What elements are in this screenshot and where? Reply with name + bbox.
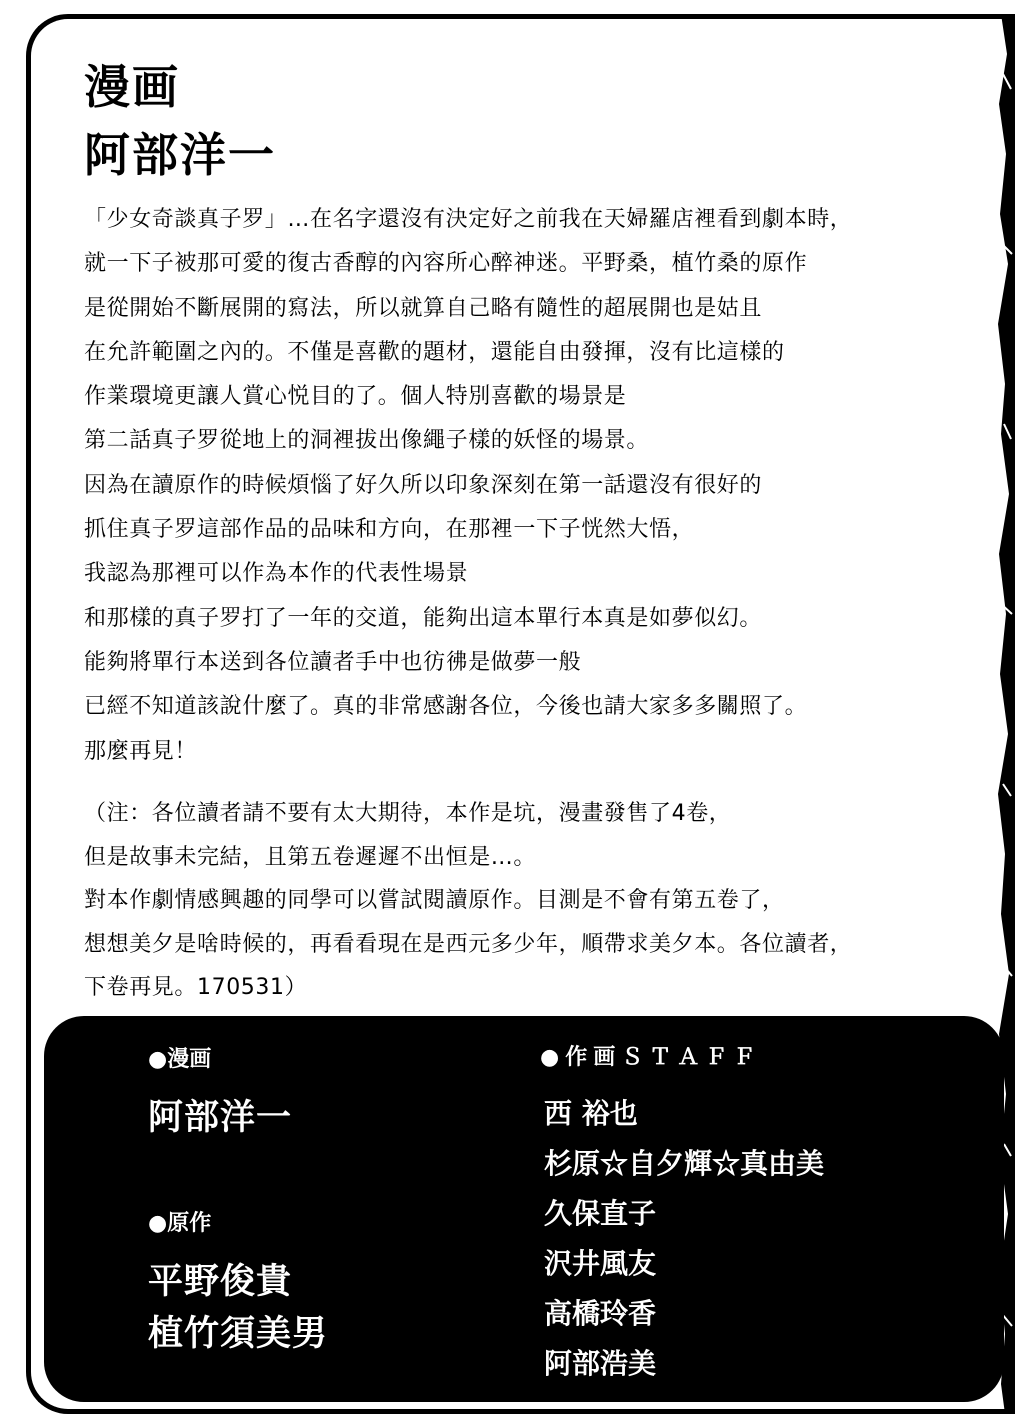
original-credit-label: ●原作: [148, 1210, 212, 1236]
note-line: 對本作劇情感興趣的同學可以嘗試閱讀原作。目測是不會有第五卷了，: [84, 888, 785, 913]
afterword-line: 「少女奇談真子罗」…在名字還沒有決定好之前我在天婦羅店裡看到劇本時，: [84, 207, 853, 232]
afterword-line: 就一下子被那可愛的復古香醇的內容所心醉神迷。平野桑，植竹桑的原作: [84, 251, 808, 277]
staff-credit-name: 阿部浩美: [544, 1347, 657, 1380]
staff-credit-name: 西 裕也: [544, 1097, 638, 1130]
credits-panel: [44, 1016, 1004, 1402]
original-credit-name: 平野俊貴: [148, 1261, 293, 1302]
afterword-line: 作業環境更讓人賞心悦目的了。個人特別喜歡的場景是: [84, 384, 627, 410]
afterword-line: 是從開始不斷展開的寫法，所以就算自己略有隨性的超展開也是姑且: [84, 295, 763, 321]
afterword-line: 抓住真子罗這部作品的品味和方向，在那裡一下子恍然大悟，: [84, 517, 695, 543]
afterword-line: 已經不知道該說什麼了。真的非常感謝各位，今後也請大家多多關照了。: [84, 694, 808, 720]
afterword-line: 那麼再見！: [84, 738, 198, 764]
staff-credit-name: 高橋玲香: [544, 1297, 657, 1330]
translator-note: [84, 792, 984, 1010]
header-author: 阿部洋一: [84, 128, 276, 182]
afterword-line: 在允許範圍之內的。不僅是喜歡的題材，還能自由發揮，沒有比這樣的: [84, 339, 785, 365]
header-title: 漫画: [84, 60, 180, 114]
afterword-line: 能夠將單行本送到各位讀者手中也彷彿是做夢一般: [84, 649, 582, 675]
note-line: 想想美夕是啥時候的，再看看現在是西元多少年，順帶求美夕本。各位讀者，: [84, 931, 853, 957]
original-credit-name: 植竹須美男: [148, 1313, 329, 1354]
afterword-line: 第二話真子罗從地上的洞裡拔出像繩子樣的妖怪的場景。: [84, 428, 650, 454]
afterword-line: 和那樣的真子罗打了一年的交道，能夠出這本單行本真是如夢似幻。: [84, 605, 763, 631]
staff-credit-label: ●作画ＳＴＡＦＦ: [540, 1044, 762, 1070]
note-line: （注：各位讀者請不要有太大期待，本作是坑，漫畫發售了4卷，: [84, 801, 732, 826]
afterword-line: 我認為那裡可以作為本作的代表性場景: [84, 561, 469, 587]
note-line: 下卷再見。170531）: [84, 975, 308, 1000]
manga-credit-name: 阿部洋一: [148, 1097, 293, 1138]
manga-credit-label: ●漫画: [148, 1046, 212, 1072]
staff-credit-name: 沢井風友: [544, 1247, 657, 1280]
afterword-text: [84, 198, 984, 774]
note-line: 但是故事未完結，且第五卷遲遲不出恒是…。: [84, 844, 537, 870]
staff-credit-name: 杉原☆自夕輝☆真由美: [544, 1147, 825, 1180]
afterword-line: 因為在讀原作的時候煩惱了好久所以印象深刻在第一話還沒有很好的: [84, 472, 763, 498]
staff-credit-name: 久保直子: [544, 1197, 657, 1230]
